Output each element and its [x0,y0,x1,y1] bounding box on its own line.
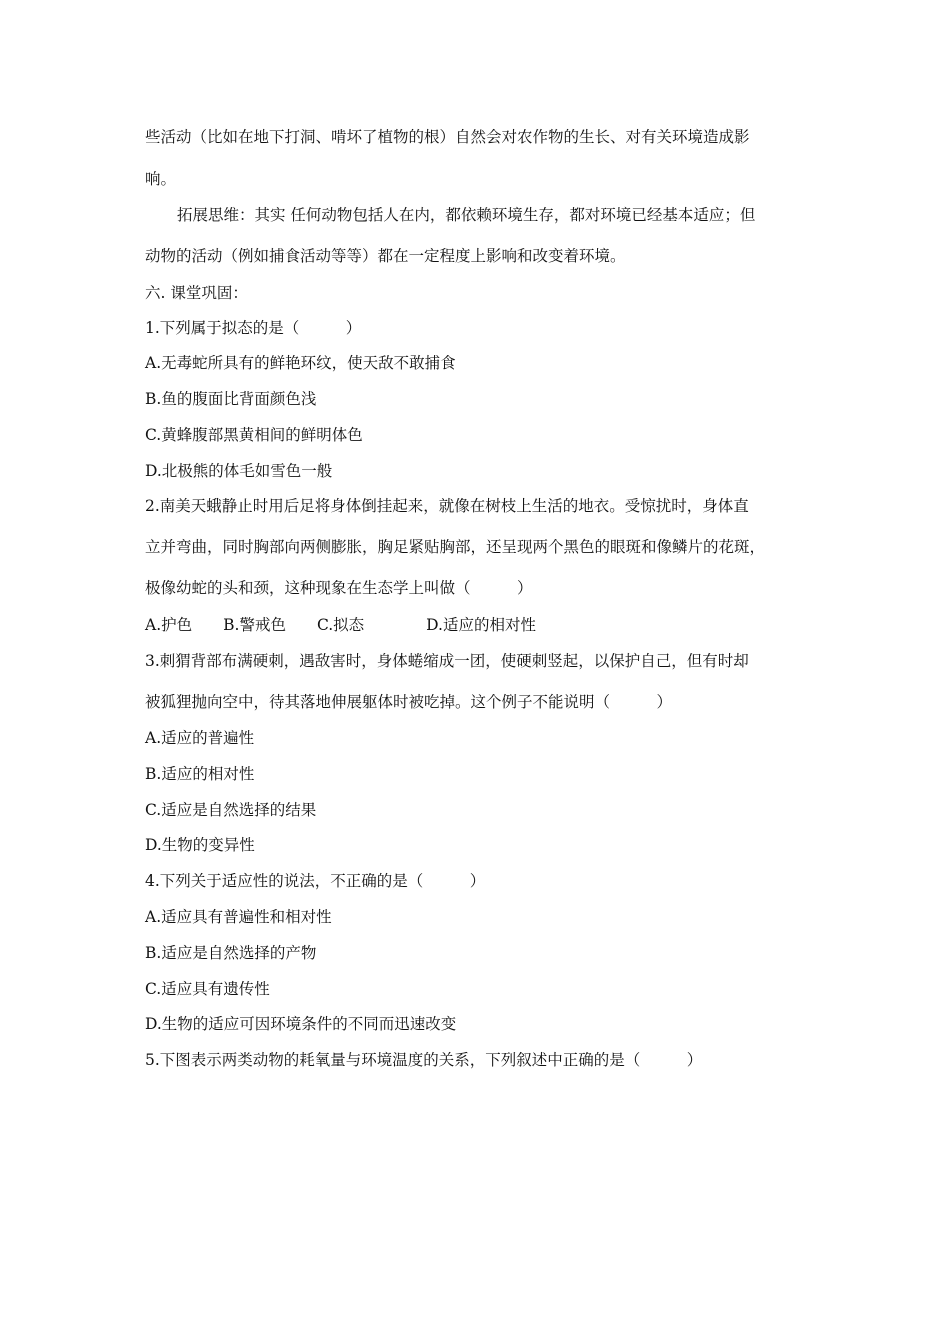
question-3-option-a: A.适应的普遍性 [145,729,255,747]
question-4-stem: 4.下列关于适应性的说法，不正确的是（ ） [145,872,486,890]
question-2-options: A.护色 B.警戒色 C.拟态 D.适应的相对性 [145,616,536,634]
question-1-option-b: B.鱼的腹面比背面颜色浅 [145,390,317,408]
question-1-stem: 1.下列属于拟态的是（ ） [145,319,362,337]
question-3-option-d: D.生物的变异性 [145,836,255,854]
extend-thinking-line: 拓展思维：其实 任何动物包括人在内，都依赖环境生存，都对环境已经基本适应；但 [177,206,756,224]
question-1-option-c: C.黄蜂腹部黑黄相间的鲜明体色 [145,426,363,444]
question-1-option-d: D.北极熊的体毛如雪色一般 [145,462,333,480]
question-2-stem: 极像幼蛇的头和颈，这种现象在生态学上叫做（ ） [145,579,533,597]
intro-line: 响。 [145,170,177,188]
section-title: 六. 课堂巩固： [145,284,248,302]
question-4-option-d: D.生物的适应可因环境条件的不同而迅速改变 [145,1015,457,1033]
question-4-option-a: A.适应具有普遍性和相对性 [145,908,332,926]
question-4-option-b: B.适应是自然选择的产物 [145,944,317,962]
extend-thinking-line: 动物的活动（例如捕食活动等等）都在一定程度上影响和改变着环境。 [145,247,626,265]
question-2-stem: 立并弯曲，同时胸部向两侧膨胀，胸足紧贴胸部，还呈现两个黑色的眼斑和像鳞片的花斑， [145,538,766,556]
question-2-stem: 2.南美天蛾静止时用后足将身体倒挂起来，就像在树枝上生活的地衣。受惊扰时，身体直 [145,497,749,515]
question-3-stem: 被狐狸抛向空中，待其落地伸展躯体时被吃掉。这个例子不能说明（ ） [145,693,673,711]
question-3-option-b: B.适应的相对性 [145,765,255,783]
question-3-option-c: C.适应是自然选择的结果 [145,801,317,819]
question-3-stem: 3.刺猬背部布满硬刺，遇敌害时，身体蜷缩成一团，使硬刺竖起，以保护自己，但有时却 [145,652,749,670]
question-1-option-a: A.无毒蛇所具有的鲜艳环纹，使天敌不敢捕食 [145,354,456,372]
question-5-stem: 5.下图表示两类动物的耗氧量与环境温度的关系，下列叙述中正确的是（ ） [145,1051,703,1069]
question-4-option-c: C.适应具有遗传性 [145,980,270,998]
intro-line: 些活动（比如在地下打洞、啃坏了植物的根）自然会对农作物的生长、对有关环境造成影 [145,128,750,146]
